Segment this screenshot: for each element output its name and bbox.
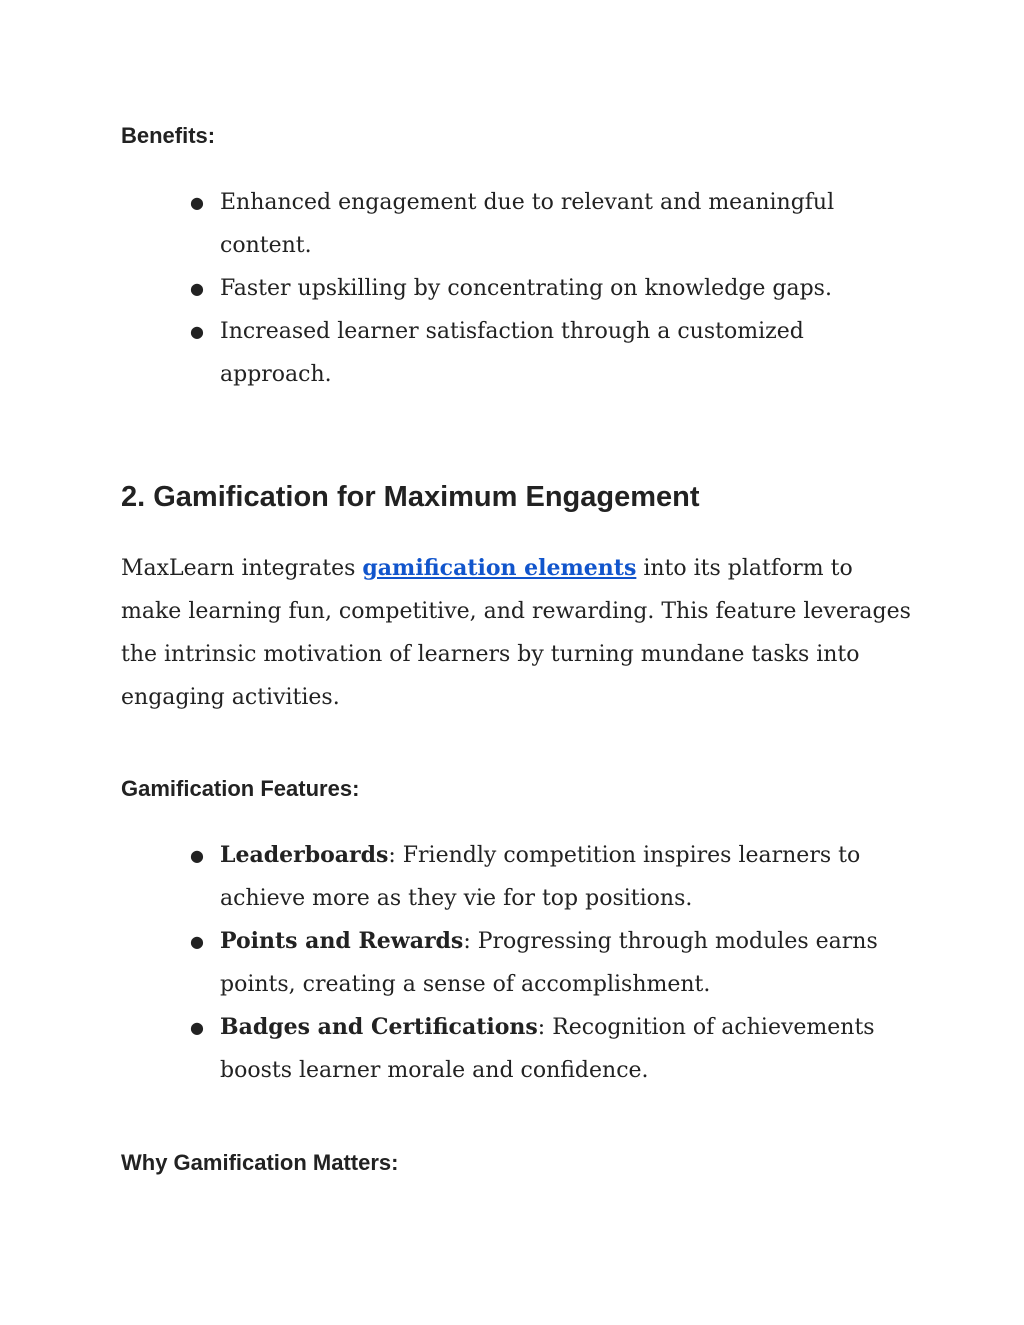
why-heading: Why Gamification Matters: xyxy=(121,1150,399,1175)
gamification-elements-link[interactable]: gamification elements xyxy=(362,555,637,581)
features-heading: Gamification Features: xyxy=(121,776,360,801)
list-item xyxy=(0,310,860,396)
bullet-icon: ● xyxy=(190,1018,204,1037)
intro-text-end: into its platform to make learning fun, competitive, and rewarding. This feature leverages the intrinsic motivation of learners by turning mundane tasks into engaging activities. xyxy=(121,556,911,710)
bullet-icon: ● xyxy=(190,279,204,298)
bullet-icon: ● xyxy=(190,322,204,341)
feature-term: Leaderboards xyxy=(220,842,389,868)
list-item-text: Faster upskilling by concentrating on knowledge gaps. xyxy=(220,276,832,301)
list-item xyxy=(0,267,860,310)
section-title: 2. Gamification for Maximum Engagement xyxy=(121,481,700,513)
intro-paragraph xyxy=(121,547,911,719)
list-item xyxy=(0,834,910,920)
bullet-icon: ● xyxy=(190,193,204,212)
intro-text-start: MaxLearn integrates xyxy=(121,556,363,581)
benefits-list xyxy=(0,181,860,396)
feature-description: : Friendly competition inspires learners to achieve more as they vie for top positions. xyxy=(220,843,861,911)
feature-description: : Recognition of achievements boosts learner morale and confidence. xyxy=(220,1015,875,1083)
list-item xyxy=(0,1006,910,1092)
bullet-icon: ● xyxy=(190,846,204,865)
list-item xyxy=(0,181,860,267)
list-item-text: Enhanced engagement due to relevant and meaningful content. xyxy=(220,190,835,258)
list-item-text: Increased learner satisfaction through a customized approach. xyxy=(220,319,804,387)
bullet-icon: ● xyxy=(190,932,204,951)
feature-description: : Progressing through modules earns points, creating a sense of accomplishment. xyxy=(220,929,878,997)
feature-term: Points and Rewards xyxy=(220,928,464,954)
benefits-heading: Benefits: xyxy=(121,123,216,148)
list-item xyxy=(0,920,910,1006)
features-list xyxy=(0,834,910,1092)
feature-term: Badges and Certifications xyxy=(220,1014,538,1040)
